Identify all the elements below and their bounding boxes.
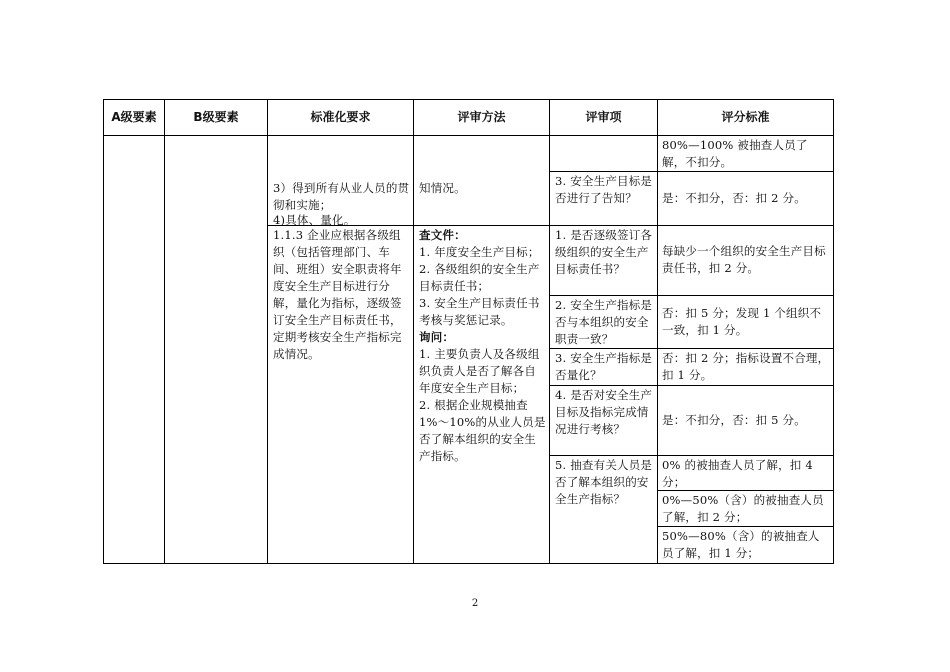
score-row-5b: 0%—50%（含）的被抽查人员了解，扣 2 分；	[662, 493, 824, 524]
review-item-3: 3. 安全生产指标是否量化？	[555, 351, 653, 382]
requirement-item-4: 4)具体、量化。	[273, 213, 356, 225]
score-prev-a: 80%—100% 被抽查人员了解，不扣分。	[662, 138, 808, 169]
method-block	[419, 227, 546, 465]
header-review-method: 评审方法	[457, 110, 506, 124]
score-row-4: 是：不扣分，否：扣 5 分。	[662, 413, 806, 427]
method-continued-text: 知情况。	[419, 181, 466, 195]
page-number: 2	[471, 598, 479, 609]
inquiry-item: 1. 主要负责人及各级组织负责人是否了解各自年度安全生产目标；	[419, 347, 540, 395]
review-item-1: 1. 是否逐级签订各级组织的安全生产目标责任书？	[555, 228, 653, 276]
inquiry-item: 2. 根据企业规模抽查1%～10%的从业人员是否了解本组织的安全生产指标。	[419, 398, 546, 463]
score-row-1: 每缺少一个组织的安全生产目标责任书，扣 2 分。	[662, 244, 826, 275]
requirement-continued	[273, 180, 410, 214]
inquiry-heading: 询问：	[419, 330, 455, 344]
score-prev-b: 是：不扣分，否：扣 2 分。	[662, 191, 806, 205]
header-review-item: 评审项	[585, 110, 622, 124]
header-a-element: A级要素	[111, 110, 157, 124]
score-row-5c: 50%—80%（含）的被抽查人员了解，扣 1 分；	[662, 529, 820, 560]
review-item-5: 5. 抽查有关人员是否了解本组织的安全生产指标？	[555, 458, 653, 506]
check-doc-item: 3. 安全生产目标责任书考核与奖惩记录。	[419, 296, 540, 327]
requirement-item-3: 3）得到所有从业人员的贯彻和实施；	[273, 181, 410, 212]
check-documents-heading: 查文件：	[419, 228, 466, 242]
check-doc-item: 2. 各级组织的安全生产目标责任书；	[419, 262, 540, 293]
check-doc-item: 1. 年度安全生产目标；	[419, 245, 540, 259]
score-row-5a: 0% 的被抽查人员了解，扣 4 分；	[662, 458, 813, 489]
review-item-4: 4. 是否对安全生产目标及指标完成情况进行考核？	[555, 388, 653, 436]
score-row-3: 否：扣 2 分；指标设置不合理，扣 1 分。	[662, 351, 830, 382]
review-item-prev-3: 3. 安全生产目标是否进行了告知？	[555, 174, 653, 205]
score-row-2: 否：扣 5 分；发现 1 个组织不一致，扣 1 分。	[662, 306, 822, 337]
header-b-element: B级要素	[193, 110, 239, 124]
header-standard-requirement: 标准化要求	[310, 110, 371, 124]
requirement-clause-1-1-3: 1.1.3 企业应根据各级组织（包括管理部门、车间、班组）安全职责将年度安全生产目标进行分解，量化为指标，逐级签订安全生产目标责任书，定期考核安全生产指标完成情况。	[273, 228, 402, 361]
header-scoring-standard: 评分标准	[721, 110, 770, 124]
review-item-2: 2. 安全生产指标是否与本组织的安全职责一致？	[555, 298, 653, 346]
requirement-item-4-clipped	[273, 213, 410, 225]
